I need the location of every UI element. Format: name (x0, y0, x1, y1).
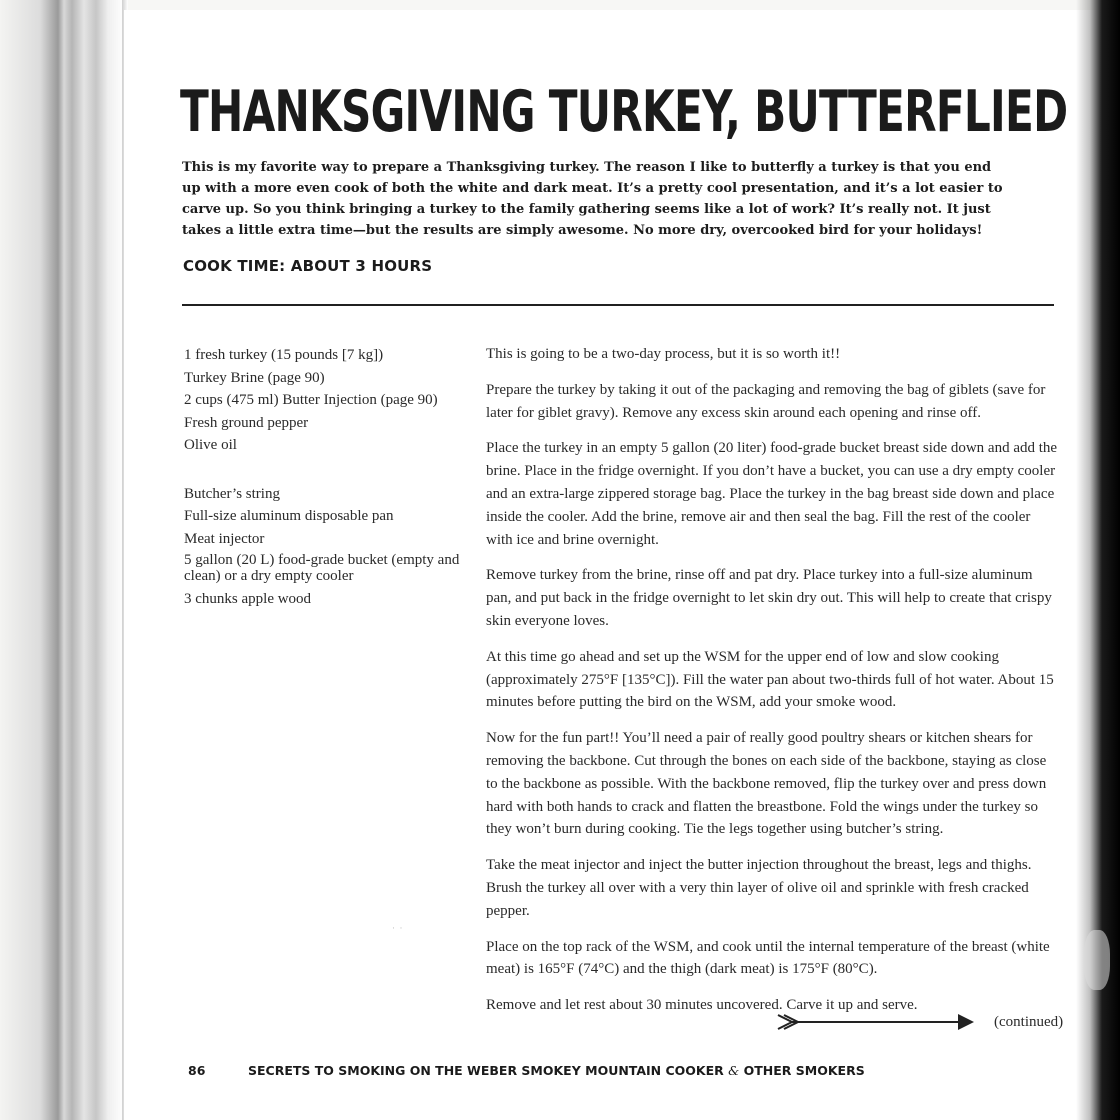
equipment-item: Meat injector (184, 530, 265, 547)
page-footer (188, 1061, 948, 1081)
recipe-title: THANKSGIVING TURKEY, BUTTERFLIED (180, 79, 1068, 145)
equipment-item: 3 chunks apple wood (184, 591, 312, 607)
method-step: Remove and let rest about 30 minutes uncovered. Carve it up and serve. (486, 997, 918, 1014)
equipment-item: Butcher’s string (184, 485, 280, 502)
method-step: Prepare the turkey by taking it out of the packaging and removing the bag of giblets (save for later for giblet gravy). Remove any excess skin around each opening and rinse off. (486, 381, 1046, 421)
ingredients-list (184, 344, 470, 457)
ampersand-glyph: & (728, 1063, 740, 1078)
book-binding (0, 0, 128, 1120)
ingredient-item: 1 fresh turkey (15 pounds [7 kg]) (184, 347, 384, 363)
method-step: This is going to be a two-day process, but it is so worth it!! (486, 346, 841, 362)
method-step: Place on the top rack of the WSM, and cook until the internal temperature of the breast (white meat) is 165°F (74°C) and the thigh (dark meat) is 175°F (80°C). (486, 938, 1050, 978)
page-number: 86 (188, 1063, 206, 1078)
ingredient-item: Turkey Brine (page 90) (184, 369, 325, 386)
method-step: Place the turkey in an empty 5 gallon (20 liter) food-grade bucket breast side down and add the brine. Place in the fridge overnight. If you don’t have a bucket, you can use a dry empty cooler and an extra-large zippered storage bag. Place the turkey in the bag breast side down and place inside the cooler. Add the brine, remove air and then seal the bag. Fill the rest of the cooler with ice and brine overnight. (486, 440, 1058, 548)
equipment-item: Full-size aluminum disposable pan (184, 508, 394, 524)
book-title (248, 1061, 865, 1081)
book-title-part: SECRETS TO SMOKING ON THE WEBER SMOKEY MOUNTAIN COOKER (248, 1063, 724, 1078)
recipe-intro: This is my favorite way to prepare a Thanksgiving turkey. The reason I like to butterfly a turkey is that you end up with a more even cook of both the white and dark meat. It’s a pretty cool presentation, and it’s a lot easier to carve up. So you think bringing a turkey to the family gathering seems like a lot of work? It’s really not. It just takes a little extra time—but the results are simply awesome. No more dry, overcooked bird for your holidays! (182, 160, 1003, 238)
scan-speck: · · (392, 923, 403, 933)
book-title-part: OTHER SMOKERS (743, 1063, 865, 1078)
method-column (486, 343, 1058, 1030)
equipment-list (184, 483, 470, 611)
arrow-right-icon (776, 1011, 976, 1033)
section-divider (182, 304, 1054, 306)
equipment-item: 5 gallon (20 L) food-grade bucket (empty and clean) or a dry empty cooler (184, 552, 460, 584)
continued-indicator (776, 1011, 1076, 1033)
method-step: At this time go ahead and set up the WSM for the upper end of low and slow cooking (approximately 275°F [135°C]). Fill the water pan about two-thirds full of hot water. About 15 minutes before putting the bird on the WSM, add your smoke wood. (486, 648, 1054, 711)
continued-label: (continued) (994, 1014, 1064, 1030)
method-step: Remove turkey from the brine, rinse off and pat dry. Place turkey into a full-size aluminum pan, and put back in the fridge overnight to let skin dry out. This will help to create that crispy skin everyone loves. (486, 567, 1052, 629)
cook-time: COOK TIME: ABOUT 3 HOURS (183, 257, 433, 275)
ingredient-item: 2 cups (475 ml) Butter Injection (page 90) (184, 392, 438, 408)
ingredient-item: Olive oil (184, 437, 237, 453)
ingredient-item: Fresh ground pepper (184, 414, 309, 431)
method-step: Now for the fun part!! You’ll need a pair of really good poultry shears or kitchen shears for removing the backbone. Cut through the bones on each side of the backbone, staying as close to the backbone as possible. With the backbone removed, flip the turkey over and press down hard with both hands to crack and flatten the breastbone. Fold the wings under the turkey so they won’t burn during cooking. Tie the legs together using butcher’s string. (486, 730, 1047, 838)
page-edge-shadow (1076, 0, 1120, 1120)
method-step: Take the meat injector and inject the butter injection throughout the breast, legs and thighs. Brush the turkey all over with a very thin layer of olive oil and sprinkle with fresh cracked pepper. (486, 857, 1032, 919)
ingredients-column (184, 344, 470, 611)
